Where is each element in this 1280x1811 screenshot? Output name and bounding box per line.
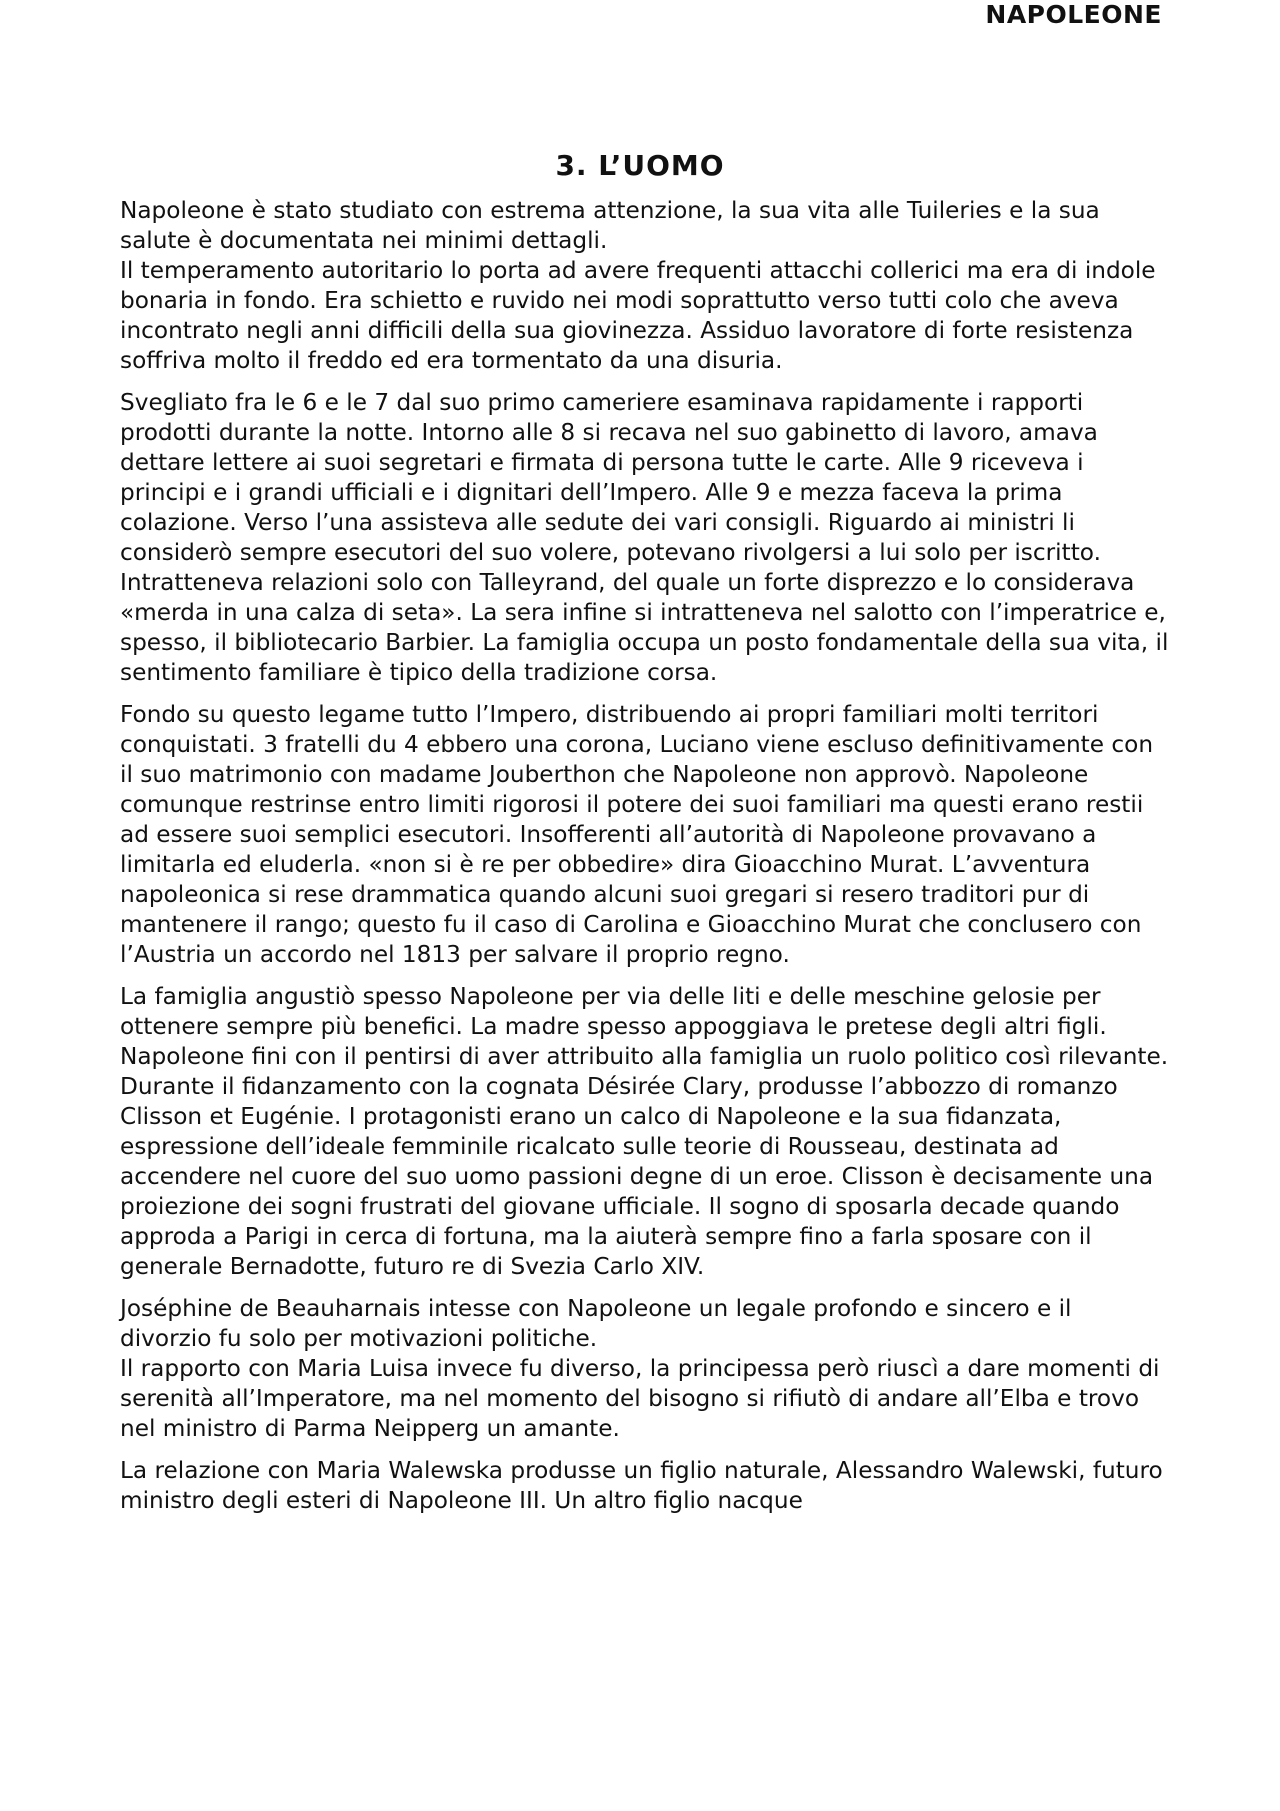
chapter-title-text: 3. L’UOMO [555, 149, 725, 182]
paragraph-6: Durante il fidanzamento con la cognata Désirée Clary, produsse l’abbozzo di romanzo Clisson et Eugénie. I protagonisti erano un calco di Napoleone e la sua fidanzata, espressione dell’ideale femminile ricalcato sulle teorie di Rousseau, destinata ad accendere nel cuore del suo uomo passioni degne di un eroe. Clisson è decisamente una proiezione dei sogni frustrati del giovane ufficiale. Il sogno di sposarla decade quando approda a Parigi in cerca di fortuna, ma la aiuterà sempre fino a farla sposare con il generale Bernadotte, futuro re di Svezia Carlo XIV. [120, 1073, 1154, 1280]
paragraph-5: La famiglia angustiò spesso Napoleone per via delle liti e delle meschine gelosie per ottenere sempre più benefici. La madre spesso appoggiava le pretese degli altri figli. Napoleone fini con il pentirsi di aver attribuito alla famiglia un ruolo politico così rilevante. [120, 983, 1169, 1070]
chapter-title [0, 148, 1280, 184]
paragraph-9: La relazione con Maria Walewska produsse un figlio naturale, Alessandro Walewski, futuro ministro degli esteri di Napoleone III. Un altro figlio nacque [120, 1457, 1163, 1514]
paragraph-4: Fondo su questo legame tutto l’Impero, distribuendo ai propri familiari molti territori conquistati. 3 fratelli du 4 ebbero una corona, Luciano viene escluso definitivamente con il suo matrimonio con madame Jouberthon che Napoleone non approvò. Napoleone comunque restrinse entro limiti rigorosi il potere dei suoi familiari ma questi erano restii ad essere suoi semplici esecutori. Insofferenti all’autorità di Napoleone provavano a limitarla ed eluderla. «non si è re per obbedire» dira Gioacchino Murat. L’avventura napoleonica si rese drammatica quando alcuni suoi gregari si resero traditori pur di mantenere il rango; questo fu il caso di Carolina e Gioacchino Murat che conclusero con l’Austria un accordo nel 1813 per salvare il proprio regno. [120, 701, 1154, 968]
body-text [120, 196, 1170, 1516]
paragraph-2: Il temperamento autoritario lo porta ad avere frequenti attacchi collerici ma era di indole bonaria in fondo. Era schietto e ruvido nei modi soprattutto verso tutti colo che aveva incontrato negli anni difficili della sua giovinezza. Assiduo lavoratore di forte resistenza soffriva molto il freddo ed era tormentato da una disuria. [120, 257, 1156, 374]
running-header: NAPOLEONE [985, 0, 1162, 29]
paragraph-1: Napoleone è stato studiato con estrema attenzione, la sua vita alle Tuileries e la sua salute è documentata nei minimi dettagli. [120, 197, 1100, 254]
paragraph-7: Joséphine de Beauharnais intesse con Napoleone un legale profondo e sincero e il divorzio fu solo per motivazioni politiche. [120, 1295, 1072, 1352]
paragraph-8: Il rapporto con Maria Luisa invece fu diverso, la principessa però riuscì a dare momenti di serenità all’Imperatore, ma nel momento del bisogno si rifiutò di andare all’Elba e trovo nel ministro di Parma Neipperg un amante. [120, 1355, 1160, 1442]
paragraph-3: Svegliato fra le 6 e le 7 dal suo primo cameriere esaminava rapidamente i rapporti prodotti durante la notte. Intorno alle 8 si recava nel suo gabinetto di lavoro, amava dettare lettere ai suoi segretari e firmata di persona tutte le carte. Alle 9 riceveva i principi e i grandi ufficiali e i dignitari dell’Impero. Alle 9 e mezza faceva la prima colazione. Verso l’una assisteva alle sedute dei vari consigli. Riguardo ai ministri li considerò sempre esecutori del suo volere, potevano rivolgersi a lui solo per iscritto. Intratteneva relazioni solo con Talleyrand, del quale un forte disprezzo e lo considerava «merda in una calza di seta». La sera infine si intratteneva nel salotto con l’imperatrice e, spesso, il bibliotecario Barbier. La famiglia occupa un posto fondamentale della sua vita, il sentimento familiare è tipico della tradizione corsa. [120, 389, 1169, 686]
